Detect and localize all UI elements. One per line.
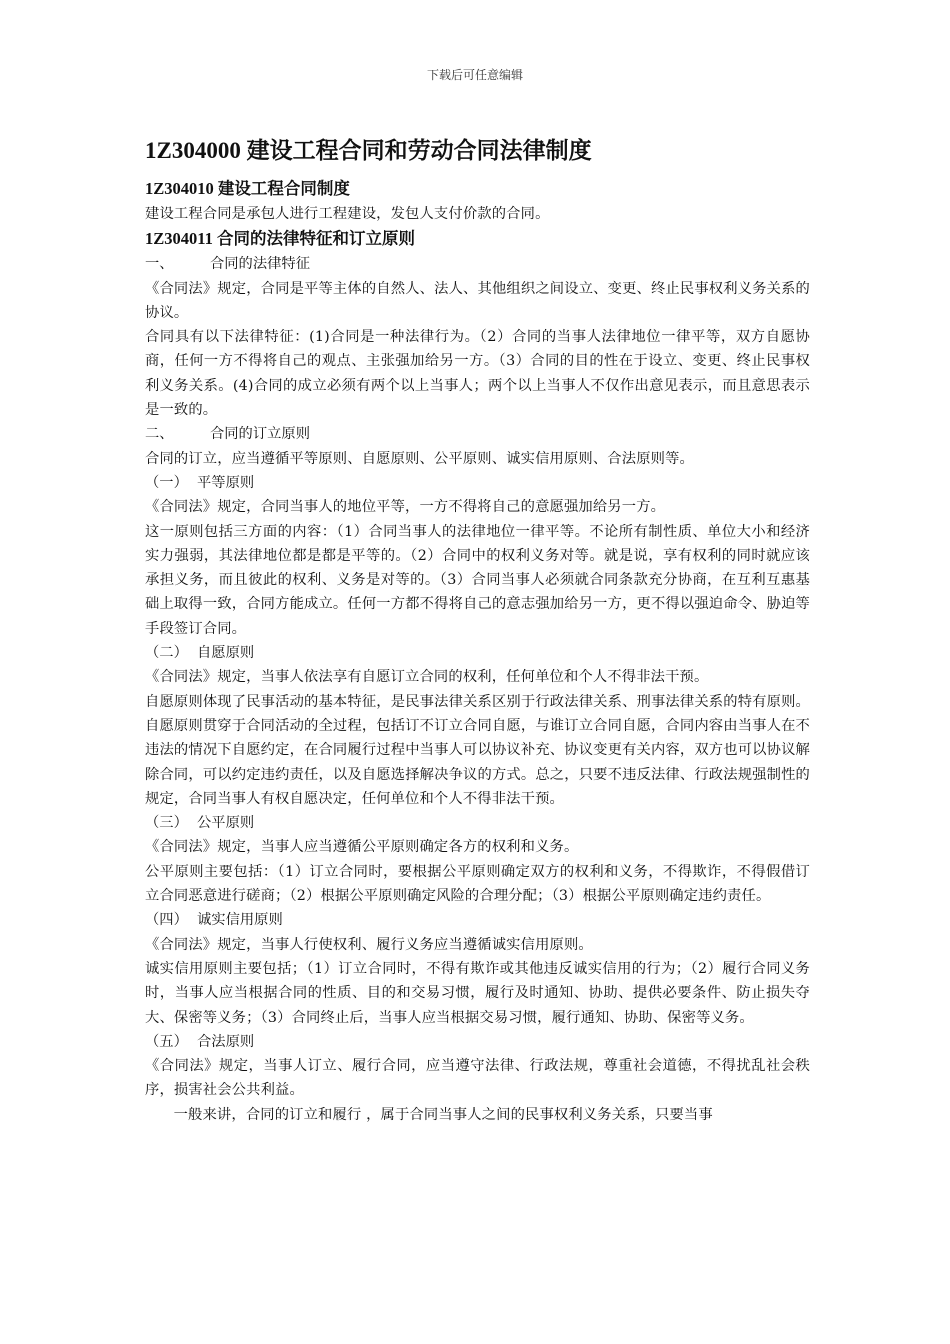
section-heading: 1Z304010 建设工程合同制度 bbox=[145, 179, 350, 198]
principle-detail: 公平原则主要包括：（1）订立合同时，要根据公平原则确定双方的权利和义务，不得欺诈，不得假借订立合同恶意进行磋商；（2）根据公平原则确定风险的合理分配；（3）根据公平原则确定违约责任。 bbox=[145, 863, 810, 905]
principle-detail: 自愿原则体现了民事活动的基本特征，是民事法律关系区别于行政法律关系、刑事法律关系的特有原则。自愿原则贯穿于合同活动的全过程，包括订不订立合同自愿，与谁订立合同自愿，合同内容由当事人在不违法的情况下自愿约定，在合同履行过程中当事人可以协议补充、协议变更有关内容，双方也可以协议解除合同，可以约定违约责任，以及自愿选择解决争议的方式。总之，只要不违反法律、行政法规强制性的规定，合同当事人有权自愿决定，任何单位和个人不得非法干预。 bbox=[145, 693, 810, 807]
principle-title: （二） 自愿原则 bbox=[145, 645, 255, 662]
principle-title: （五） 合法原则 bbox=[145, 1033, 255, 1050]
page-header: 下载后可任意编辑 bbox=[426, 68, 523, 82]
document-body bbox=[145, 136, 810, 1127]
part1-paragraph-2: 合同具有以下法律特征：(1)合同是一种法律行为。（2）合同的当事人法律地位一律平等，双方自愿协商，任何一方不得将自己的观点、主张强加给另一方。（3）合同的目的性在于设立、变更、终止民事权利义务关系。(4)合同的成立必须有两个以上当事人；两个以上当事人不仅作出意见表示，而且意思表示是一致的。 bbox=[145, 329, 810, 419]
principle-law: 《合同法》规定，合同当事人的地位平等，一方不得将自己的意愿强加给另一方。 bbox=[145, 499, 666, 516]
part1-paragraph-1: 《合同法》规定，合同是平等主体的自然人、法人、其他组织之间设立、变更、终止民事权利义务关系的协议。 bbox=[145, 280, 810, 321]
principle-law: 《合同法》规定，当事人应当遵循公平原则确定各方的权利和义务。 bbox=[145, 839, 579, 856]
principle-law: 《合同法》规定，当事人依法享有自愿订立合同的权利，任何单位和个人不得非法干预。 bbox=[145, 669, 709, 686]
principle-detail: 诚实信用原则主要包括；（1）订立合同时，不得有欺诈或其他违反诚实信用的行为；（2）履行合同义务时，当事人应当根据合同的性质、目的和交易习惯，履行及时通知、协助、提供必要条件、防止损失夺大、保密等义务；（3）合同终止后，当事人应当根据交易习惯，履行通知、协助、保密等义务。 bbox=[145, 960, 810, 1026]
part2-title: 二、 合同的订立原则 bbox=[145, 426, 311, 443]
principle-detail: 这一原则包括三方面的内容：（1）合同当事人的法律地位一律平等。不论所有制性质、单位大小和经济实力强弱，其法律地位都是都是平等的。（2）合同中的权利义务对等。就是说，享有权利的同时就应该承担义务，而且彼此的权利、义务是对等的。（3）合同当事人必须就合同条款充分协商，在互利互惠基础上取得一致，合同方能成立。任何一方都不得将自己的意志强加给另一方，更不得以强迫命令、胁迫等手段签订合同。 bbox=[145, 523, 810, 637]
document-title: 1Z304000 建设工程合同和劳动合同法律制度 bbox=[145, 138, 592, 163]
principle-title: （三） 公平原则 bbox=[145, 815, 255, 832]
section-intro: 建设工程合同是承包人进行工程建设，发包人支付价款的合同。 bbox=[145, 206, 550, 222]
principle-title: （一） 平等原则 bbox=[145, 474, 255, 491]
principle-title: （四） 诚实信用原则 bbox=[145, 912, 283, 929]
subsection-heading: 1Z304011 合同的法律特征和订立原则 bbox=[145, 229, 415, 249]
part1-title: 一、 合同的法律特征 bbox=[145, 256, 311, 273]
principle-law: 《合同法》规定，当事人订立、履行合同，应当遵守法律、行政法规，尊重社会道德，不得扰乱社会秩序，损害社会公共利益。 bbox=[145, 1058, 810, 1099]
principle-law: 《合同法》规定，当事人行使权利、履行义务应当遵循诚实信用原则。 bbox=[145, 936, 593, 953]
part2-intro: 合同的订立，应当遵循平等原则、自愿原则、公平原则、诚实信用原则、合法原则等。 bbox=[145, 450, 694, 467]
principle-detail: 一般来讲，合同的订立和履行 ，属于合同当事人之间的民事权利义务关系，只要当事 bbox=[173, 1106, 713, 1123]
